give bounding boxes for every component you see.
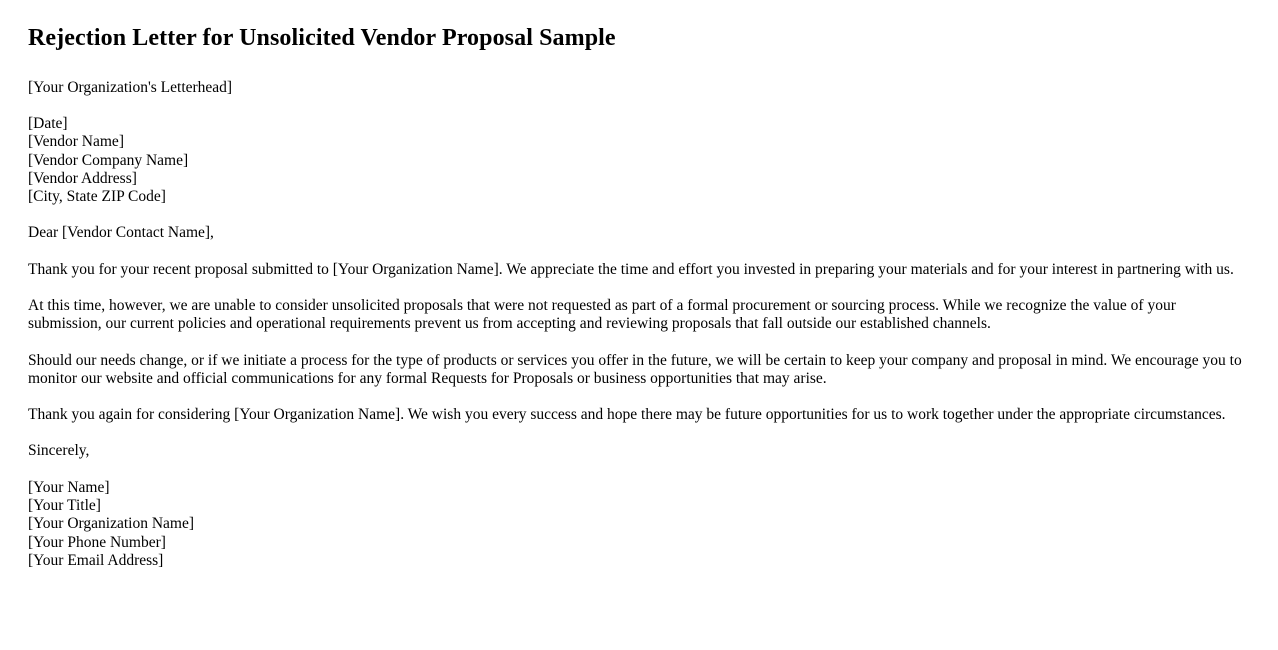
page-title: Rejection Letter for Unsolicited Vendor Proposal Sample bbox=[28, 25, 616, 51]
address-line-date: [Date] bbox=[28, 115, 68, 133]
signature-line-email: [Your Email Address] bbox=[28, 551, 164, 569]
signature-line-name: [Your Name] bbox=[28, 478, 110, 496]
body-paragraph-3: Should our needs change, or if we initiate a process for the type of products or services you offer in the future, we will be certain to keep your company and proposal in mind. We encourage you to monitor our website and official communications for any formal Requests for Proposals or business opportunities that may arise. bbox=[28, 351, 1242, 387]
address-line-city-state-zip: [City, State ZIP Code] bbox=[28, 188, 166, 206]
salutation: Dear [Vendor Contact Name], bbox=[28, 224, 214, 242]
signature-line-title: [Your Title] bbox=[28, 497, 101, 515]
recipient-address-block bbox=[28, 115, 1250, 206]
body-paragraph-4: Thank you again for considering [Your Organization Name]. We wish you every success and hope there may be future opportunities for us to work together under the appropriate circumstances. bbox=[28, 406, 1226, 424]
body-paragraph-2: At this time, however, we are unable to consider unsolicited proposals that were not requested as part of a formal procurement or sourcing process. While we recognize the value of your submission, our current policies and operational requirements prevent us from accepting and reviewing proposals that fall outside our established channels. bbox=[28, 297, 1176, 333]
address-line-vendor-name: [Vendor Name] bbox=[28, 133, 124, 151]
closing: Sincerely, bbox=[28, 442, 90, 460]
signature-line-organization: [Your Organization Name] bbox=[28, 515, 195, 533]
address-line-vendor-company: [Vendor Company Name] bbox=[28, 151, 189, 169]
body-paragraph-1: Thank you for your recent proposal submitted to [Your Organization Name]. We appreciate the time and effort you invested in preparing your materials and for your interest in partnering with us. bbox=[28, 260, 1234, 278]
address-line-vendor-address: [Vendor Address] bbox=[28, 169, 137, 187]
signature-line-phone: [Your Phone Number] bbox=[28, 533, 166, 551]
signature-block bbox=[28, 479, 1250, 570]
letterhead-placeholder: [Your Organization's Letterhead] bbox=[28, 78, 233, 96]
